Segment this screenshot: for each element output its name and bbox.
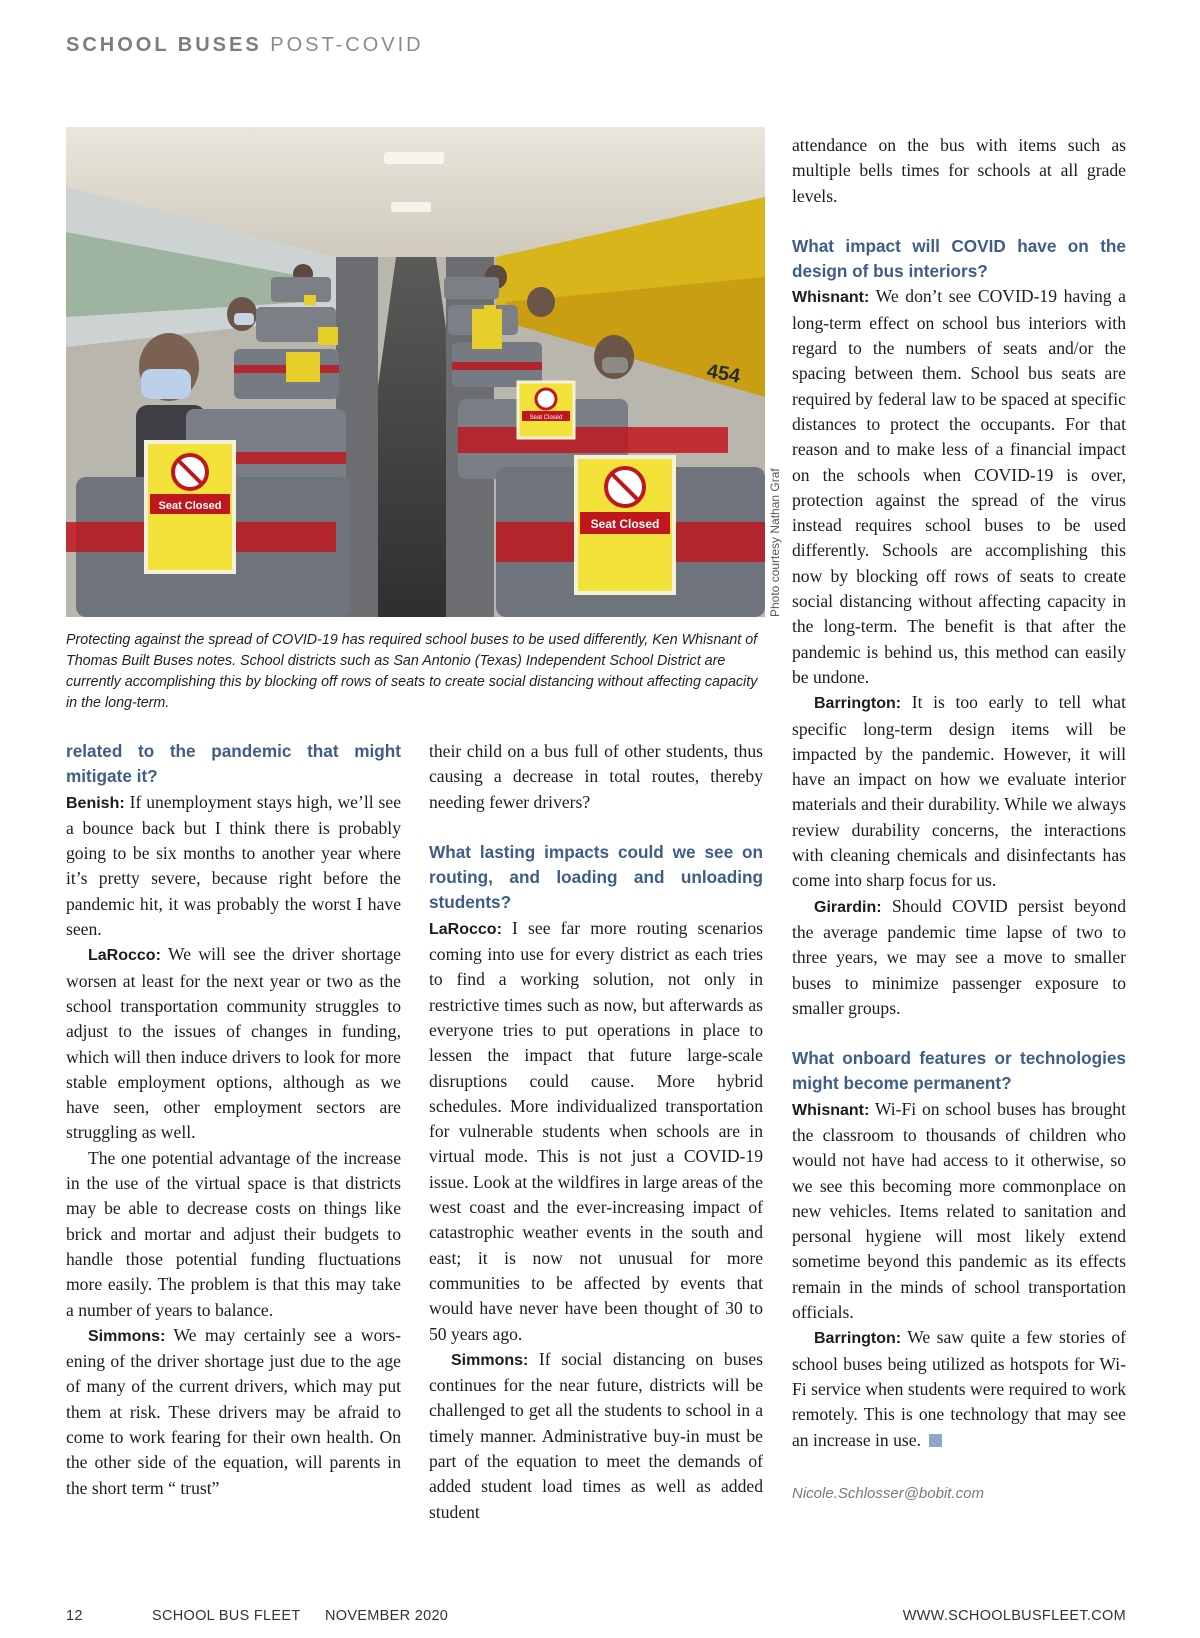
answer-text: Wi-Fi on school buses has brought the classroom to thousands of children who would not have had access to it otherwise, so we see this becoming more commonplace on new vehicles. Items related to sanitation and personal hygiene will most likely extend sometime beyond this pandemic as its effects remain in the minds of school transportation officials. [792, 1098, 1126, 1323]
answer-paragraph: attendance on the bus with items such as multiple bells times for schools at all grade levels. [792, 135, 1126, 206]
photo-caption: Protecting against the spread of COVID-19 has required school buses to be used differently, Ken Whisnant of Thomas Built Buses notes. School districts such as San Antonio (Texas) Independent School District are currently accomplishing this by blocking off rows of seats to create social distancing without affecting capacity in the long-term. [66, 632, 758, 711]
speaker-name: Benish: [66, 794, 125, 812]
answer-paragraph [792, 1325, 1126, 1452]
answer-text: It is too early to tell what specific long-term design items will be impacted by the pandemic. However, it will have an impact on how we evaluate interior materials and their durability. While we always review durability concerns, the interactions with cleaning chemicals and disinfectants has come into sharp focus for us. [792, 692, 1127, 891]
answer-text: If unemployment stays high, we’ll see a bounce back but I think there is probably going to be six months to another year where it’s pretty severe, because right before the pandemic hit, it was probably the worst I have seen. [66, 791, 401, 940]
answer-paragraph [429, 916, 763, 1347]
answer-text: We will see the driver shortage worsen at least for the next year or two as the school transportation community struggles to adjust to the issues of changes in funding, which will then induce drivers to look for more stable employment options, although as we have seen, other employment sectors are struggling as well. [66, 944, 401, 1143]
answer-paragraph [429, 1347, 763, 1525]
speaker-name: LaRocco: [429, 920, 502, 938]
article-column-2 [429, 739, 763, 1525]
answer-paragraph [66, 942, 401, 1145]
answer-paragraph [66, 790, 401, 943]
question-heading: What impact will COVID have on the design of bus interiors? [792, 235, 1126, 282]
speaker-name: Barrington: [814, 1330, 902, 1348]
speaker-name: Simmons: [88, 1327, 166, 1345]
answer-paragraph: their child on a bus full of other students, thus causing a decrease in total routes, thereby needing fewer drivers? [429, 741, 763, 812]
answer-paragraph [66, 1323, 401, 1501]
answer-paragraph [792, 690, 1126, 893]
section-subtitle: POST-COVID [270, 34, 424, 56]
answer-text: If social distancing on buses continues for the near future, districts will be challenged to get all the students to school in a timely manner. Administrative buy-in must be part of the equation to meet the demands of added student load times as well as added student [429, 1348, 763, 1522]
answer-paragraph [792, 894, 1126, 1021]
seat-closed-sign-right: Seat Closed [590, 517, 660, 531]
article-column-1 [66, 739, 401, 1501]
question-heading: What lasting impacts could we see on routing, and loading and unloading students? [429, 841, 763, 913]
speaker-name: Whisnant: [792, 1101, 870, 1119]
seat-closed-sign-small: Seat Closed [529, 415, 563, 421]
photo-credit: Photo courtesy Nathan Graf [768, 468, 782, 617]
answer-text: We don’t see COVID-19 having a long-term effect on school bus interiors with regard to the numbers of seats and/or the spacing between them. School bus seats are required by federal law to be spaced at specific distances to protect the occupants. For that reason and to make less of a financial impact on the schools when COVID-19 is over, protection against the spread of the virus instead requires school buses to be used differently. Schools are accomplishing this now by blocking off rows of seats to create social distancing without affecting capacity in the long-term. The benefit is that after the pandemic is behind us, this method can easily be undone. [792, 286, 1126, 687]
question-continued: related to the pandemic that might mitigate it? [66, 741, 401, 787]
answer-text: I see far more routing scenarios coming into use for every district as each tries to find a working solution, not only in restrictive times such as now, but afterwards as everyone tries to put operations in place to lessen the impact that future large-scale disruptions could cause. More hybrid schedules. More individualized transportation for vulnerable students when schools are in virtual mode. This is not just a COVID-19 issue. Look at the wildfires in large areas of the west coast and the ever-increasing impact of catastrophic weather events in the south and east; it is now not unusual for more communities to be affected by events that would have never have been thought of 30 to 50 years ago. [429, 917, 763, 1344]
answer-text: We saw quite a few stories of school buses being utilized as hotspots for Wi-Fi service when students were required to work remotely. This is one technology that may see an increase in use. [792, 1327, 1126, 1450]
answer-paragraph [792, 1097, 1126, 1326]
seat-closed-sign-left: Seat Closed [158, 500, 222, 512]
section-title: SCHOOL BUSES [66, 34, 262, 56]
bus-interior-photo [66, 127, 765, 617]
issue-date: NOVEMBER 2020 [325, 1608, 449, 1624]
answer-text: We may certainly see a worsening of the driver shortage just due to the age of many of the current drivers, which may put them at risk. These drivers may be afraid to come to work fearing for their own health. On the other side of the equation, will parents in the short term “ trust” [66, 1324, 401, 1498]
question-heading: What onboard features or technologies might become permanent? [792, 1048, 1126, 1094]
magazine-name: SCHOOL BUS FLEET [152, 1608, 301, 1624]
section-header [66, 34, 424, 57]
speaker-name: Girardin: [814, 898, 882, 916]
page-number: 12 [66, 1608, 83, 1624]
website-link[interactable]: WWW.SCHOOLBUSFLEET.COM [902, 1608, 1126, 1624]
answer-text: Should COVID persist beyond the average pandemic time lapse of two to three years, we may see a move to smaller buses to minimize passenger exposure to smaller groups. [792, 895, 1126, 1018]
speaker-name: Simmons: [451, 1351, 529, 1369]
end-of-article-icon [929, 1434, 942, 1447]
speaker-name: Barrington: [814, 695, 902, 713]
answer-paragraph [792, 284, 1126, 690]
speaker-name: Whisnant: [792, 289, 870, 307]
author-email[interactable]: Nicole.Schlosser@bobit.com [792, 1484, 984, 1502]
bus-number-label: 454 [705, 360, 742, 388]
answer-paragraph: The one potential advantage of the increase in the use of the virtual space is that districts may be able to decrease costs on things like brick and mortar and adjust their budgets to handle those potential funding fluctuations more easily. The problem is that this may take a number of years to balance. [66, 1147, 401, 1320]
speaker-name: LaRocco: [88, 947, 161, 965]
article-column-3 [792, 133, 1126, 1506]
